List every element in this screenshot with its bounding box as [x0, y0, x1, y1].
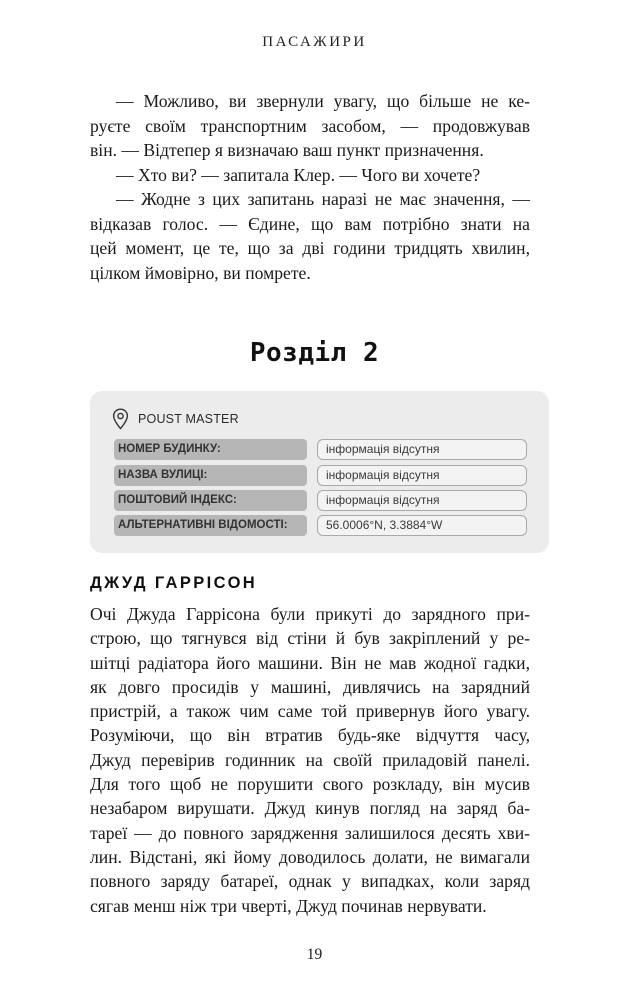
- body-paragraph: [90, 602, 530, 918]
- text-line: шітці радіатора його машини. Він не мав жодної гадки,: [90, 652, 530, 673]
- text-line: Джуд перевірив годинник на своїй приладовій панелі.: [90, 749, 530, 770]
- field-row: [114, 490, 528, 511]
- brand-name: POUST MASTER: [138, 412, 239, 426]
- text-line: Очі Джуда Гаррісона були прикуті до зарядного при-: [90, 604, 530, 624]
- map-pin-icon: [112, 408, 129, 430]
- text-line: він. — Відтепер я визначаю ваш пункт призначення.: [90, 140, 484, 160]
- text-line: сягав менш ніж три чверті, Джуд починав нервувати.: [90, 895, 487, 916]
- running-header: ПАСАЖИРИ: [262, 34, 367, 50]
- page-number: 19: [306, 946, 323, 963]
- text-line: Для того щоб не порушити свого розкладу, він мусив: [90, 774, 530, 795]
- text-line: — Можливо, ви звернули увагу, що більше не ке-: [116, 91, 530, 111]
- chapter-title: Розділ 2: [249, 338, 380, 368]
- text-line: цей момент, це те, що за дві години тридцять хвилин,: [90, 238, 530, 258]
- text-line: — Хто ви? — запитала Клер. — Чого ви хочете?: [116, 164, 481, 185]
- field-value: інформація відсутня: [317, 439, 527, 460]
- field-value: 56.0006°N, 3.3884°W: [317, 515, 527, 536]
- field-label: НОМЕР БУДИНКУ:: [114, 439, 307, 460]
- text-line: цілком ймовірно, ви помрете.: [90, 262, 311, 283]
- text-line: тареї — до повного зарядження залишилося десять хви-: [90, 822, 530, 843]
- field-label: АЛЬТЕРНАТИВНІ ВІДОМОСТІ:: [114, 515, 307, 536]
- text-line: строю, що тягнувся від стіни й був закріплений у ре-: [90, 628, 530, 649]
- field-row: [114, 439, 528, 460]
- text-line: повного заряду батареї, однак у випадках, коли заряд: [90, 871, 530, 892]
- text-line: як довго просидів у машині, дивлячись на зарядний: [90, 676, 530, 697]
- text-line: незабаром вирушати. Джуд кинув погляд на заряд ба-: [90, 798, 530, 819]
- field-label: НАЗВА ВУЛИЦІ:: [114, 465, 307, 486]
- text-line: лин. Відстані, які йому доводилось долати, не вимагали: [90, 846, 530, 867]
- field-value: інформація відсутня: [317, 490, 527, 511]
- text-line: Розуміючи, що він втратив будь-яке відчуття часу,: [90, 725, 530, 746]
- field-row: [114, 465, 528, 486]
- card-header: [112, 407, 239, 431]
- field-row: [114, 515, 528, 536]
- intro-paragraphs: [90, 89, 530, 285]
- field-value: інформація відсутня: [317, 465, 527, 486]
- text-line: відказав голос. — Єдине, що вам потрібно знати на: [90, 213, 530, 234]
- field-label: ПОШТОВИЙ ІНДЕКС:: [114, 490, 307, 511]
- text-line: — Жодне з цих запитань наразі не має значення, —: [116, 189, 530, 209]
- section-heading: ДЖУД ГАРРІСОН: [90, 574, 258, 592]
- text-line: пристрій, а також чим саме той привернув його увагу.: [90, 701, 530, 722]
- text-line: руєте своїм транспортним засобом, — продовжував: [90, 115, 530, 136]
- address-card: [90, 391, 549, 553]
